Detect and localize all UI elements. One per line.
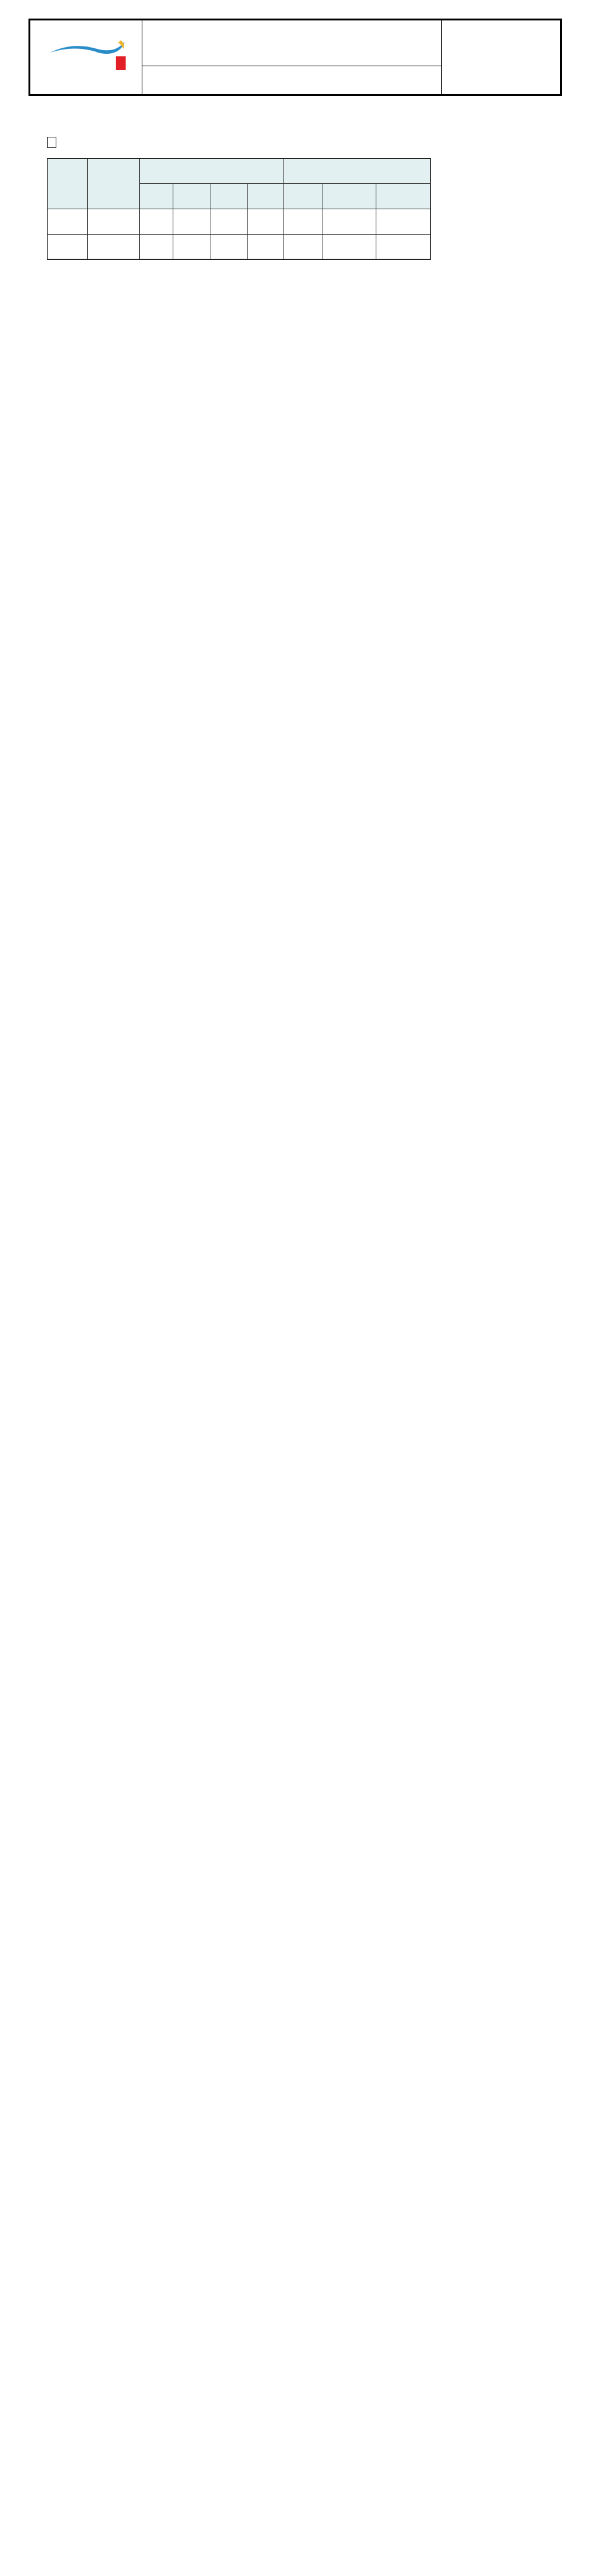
header-sub xyxy=(140,183,173,209)
cell xyxy=(140,209,173,234)
cell xyxy=(140,234,173,259)
logo-cell xyxy=(30,20,142,94)
cell xyxy=(87,209,139,234)
table-row xyxy=(48,209,431,234)
cell xyxy=(210,234,248,259)
header-tested xyxy=(284,158,431,183)
header-sub xyxy=(376,183,431,209)
header-confirmed xyxy=(140,158,284,183)
section-heading-outbreak xyxy=(47,137,63,148)
header-sub xyxy=(247,183,284,209)
header-center xyxy=(142,20,442,94)
header-total xyxy=(87,158,139,209)
cell xyxy=(322,209,376,234)
cell xyxy=(322,234,376,259)
row-label xyxy=(48,234,88,259)
row-label xyxy=(48,209,88,234)
outbreak-table xyxy=(47,158,431,260)
cell xyxy=(87,234,139,259)
cell xyxy=(284,209,322,234)
report-date xyxy=(142,66,441,94)
table-row xyxy=(48,234,431,259)
cell xyxy=(173,209,210,234)
header-sub xyxy=(322,183,376,209)
header-sub xyxy=(173,183,210,209)
header-sub xyxy=(284,183,322,209)
checkbox-square-icon xyxy=(47,137,56,148)
cell xyxy=(210,209,248,234)
logo-badge xyxy=(116,56,126,70)
jindo-logo xyxy=(43,39,129,76)
report-header xyxy=(28,19,562,96)
cell xyxy=(376,234,431,259)
cell xyxy=(247,209,284,234)
wave-icon xyxy=(48,39,127,55)
cell xyxy=(376,209,431,234)
cell xyxy=(173,234,210,259)
cell xyxy=(284,234,322,259)
cell xyxy=(247,234,284,259)
header-category xyxy=(48,158,88,209)
page-title xyxy=(142,20,441,66)
header-sub xyxy=(210,183,248,209)
header-org xyxy=(442,20,560,94)
